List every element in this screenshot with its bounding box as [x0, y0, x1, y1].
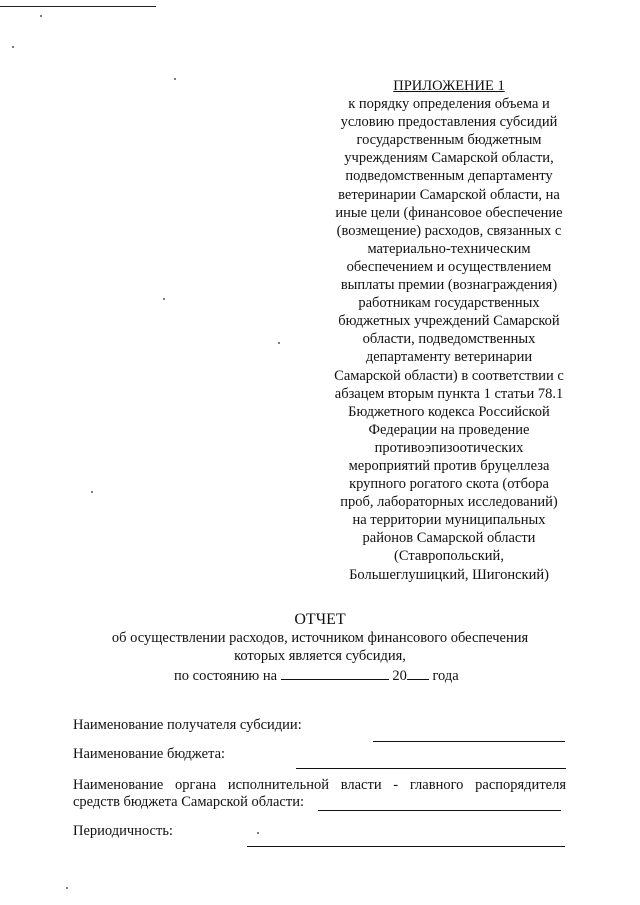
appendix-line: (возмещение) расходов, связанных с — [336, 222, 562, 239]
appendix-line: работникам государственных — [358, 295, 540, 312]
periodicity-blank-field[interactable] — [247, 846, 565, 847]
appendix-line: обеспечением и осуществлением — [346, 258, 552, 275]
appendix-line: иные цели (финансовое обеспечение — [335, 204, 563, 221]
scan-speck — [66, 887, 68, 889]
authority-label-line2: средств бюджета Самарской области: — [73, 794, 304, 810]
recipient-blank-field[interactable] — [373, 741, 565, 742]
appendix-line: к порядку определения объема и — [348, 96, 550, 113]
report-title: ОТЧЕТ — [294, 611, 346, 628]
appendix-block — [318, 77, 580, 584]
appendix-line: департаменту ветеринарии — [365, 349, 533, 366]
recipient-label: Наименование получателя субсидии: — [73, 717, 302, 733]
authority-blank-field[interactable] — [318, 810, 561, 811]
report-subtitle — [0, 630, 640, 665]
scan-speck — [257, 832, 259, 834]
appendix-line: Бюджетного кодекса Российской — [348, 403, 550, 420]
appendix-title: ПРИЛОЖЕНИЕ 1 — [393, 78, 505, 94]
appendix-line: мероприятий против бруцеллеза — [348, 457, 550, 474]
date-prefix: по состоянию на — [174, 668, 278, 684]
date-year-prefix: 20 — [392, 668, 407, 684]
scan-speck — [40, 15, 42, 17]
appendix-line: материально-техническим — [367, 240, 531, 257]
appendix-line: Большеглушицкий, Шигонский) — [349, 566, 549, 583]
report-subtitle-line: которых является субсидия, — [234, 647, 406, 664]
appendix-line: на территории муниципальных — [352, 512, 546, 529]
appendix-line: области, подведомственных — [362, 331, 536, 348]
top-border-line — [0, 6, 156, 7]
appendix-line: Самарской области) в соответствии с — [334, 367, 564, 384]
report-subtitle-line: об осуществлении расходов, источником финансового обеспечения — [111, 630, 529, 646]
report-date-line — [174, 666, 459, 685]
appendix-line: противоэпизоотических — [374, 439, 524, 456]
scan-speck — [163, 298, 165, 300]
appendix-line: (Ставропольский, — [394, 548, 504, 565]
scan-speck — [278, 342, 280, 344]
appendix-line: учреждениям Самарской области, — [344, 150, 554, 167]
scan-speck — [12, 46, 14, 48]
appendix-line: подведомственным департаменту — [345, 168, 553, 185]
appendix-line: Федерации на проведение — [368, 421, 530, 438]
appendix-line: проб, лабораторных исследований) — [340, 494, 558, 511]
appendix-line: условию предоставления субсидий — [340, 114, 558, 131]
scan-speck — [174, 78, 176, 80]
budget-blank-field[interactable] — [296, 768, 566, 769]
authority-label-line1: Наименование органа исполнительной власти - главного распорядителя — [73, 777, 566, 793]
budget-label: Наименование бюджета: — [73, 746, 226, 762]
periodicity-label: Периодичность: — [73, 823, 173, 839]
appendix-line: бюджетных учреждений Самарской — [338, 313, 560, 330]
scan-speck — [91, 491, 93, 493]
year-blank-field[interactable] — [407, 666, 429, 680]
date-suffix: года — [432, 668, 459, 684]
date-blank-field[interactable] — [281, 666, 389, 680]
appendix-line: государственным бюджетным — [356, 132, 542, 149]
appendix-line: выплаты премии (вознаграждения) — [340, 277, 558, 294]
appendix-line: крупного рогатого скота (отбора — [349, 476, 549, 493]
appendix-line: абзацем вторым пункта 1 статьи 78.1 — [334, 385, 564, 402]
appendix-line: районов Самарской области — [362, 530, 536, 547]
appendix-line: ветеринарии Самарской области, на — [338, 186, 560, 203]
